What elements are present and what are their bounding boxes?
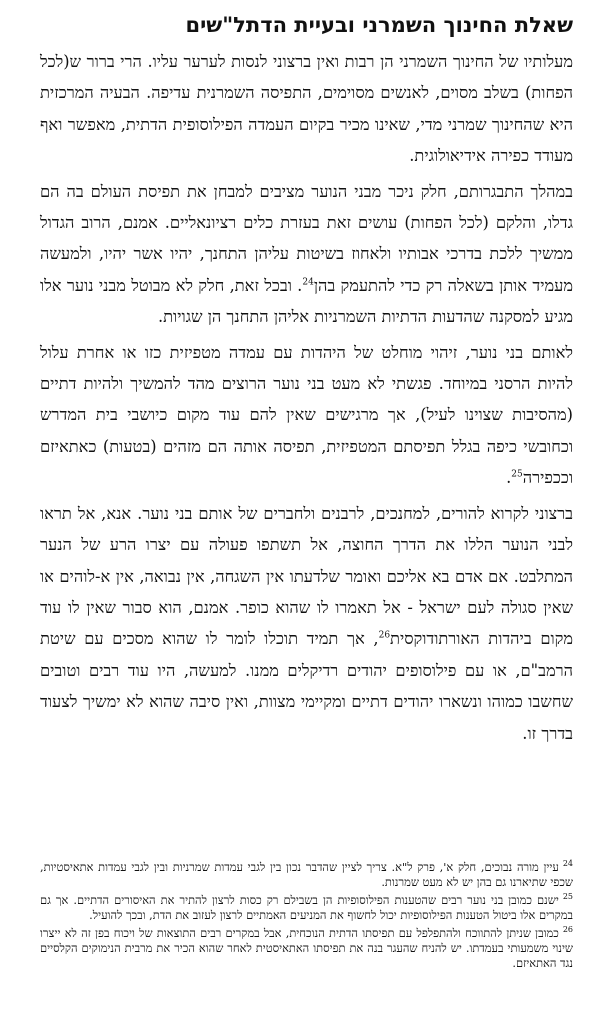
footnote-ref[interactable]: 26 — [378, 630, 391, 641]
footnote-ref[interactable]: 25 — [511, 469, 523, 480]
paragraph-3 — [40, 337, 573, 494]
footnote-26 — [40, 926, 573, 972]
paragraph-text: . ובכל זאת, חלק לא מבוטל מבני נוער אלו מגיע למסקנה שהדעות הדתיות השמרניות אליהן התחנך הן שגויות. — [40, 275, 573, 327]
paragraph-text: ברצוני לקרוא להורים, למחנכים, לרבנים ולחברים של אותם בני נוער. אנא, אל תראו לבני הנוער הללו את הדרך החוצה, אל תשתפו פעולה עם יצרו הרע של הנער המתלבט. אם אדם בא אליכם ואומר שלדעתו אין השגחה, אין נבואה, אין א-לוהים או שאין סגולה לעם ישראל - אל תאמרו לו שהוא כופר. אמנם, הוא סבור שאין לו עוד מקום ביהדות האורתודוקסית — [40, 503, 574, 649]
footnote-text: כמובן שניתן להתווכח ולהתפלפל עם תפיסתו הדתית הנוכחית, אבל במקרים רבים התוצאות של ויכוח בפן זה לא ייצרו שינוי משמעותי בעמדתו. יש להניח שהעגר בנה את תפיסתו האתאיסטית לאחר שהוא הכיר את מרבית הנימוקים הקלסיים נגד האתאיזם. — [40, 925, 573, 971]
paragraph-text: לאותם בני נוער, זיהוי מוחלט של היהדות עם עמדה מטפיזית כזו או אחרת עלול להיות הרסני במיוחד. פגשתי לא מעט בני נוער הרוצים מהד להמשיך ולהיות דתיים (מהסיבות שצוינו לעיל), אך מרגישים שאין להם עוד מקום כיושבי בית המדרש וכחובשי כיפה בגלל תפיסתם המטפיזית, תפיסה אותה הם מזהים (בטעות) כאתאיזם וככפירה — [40, 342, 573, 488]
paragraph-text: . — [506, 468, 512, 488]
paragraph-text: במהלך התבגרותם, חלק ניכר מבני הנוער מציבים למבחן את תפיסת העולם בה הם גדלו, והלקם (לכל הפחות) עושים זאת בעזרת כלים רציונאליים. אמנם, הרוב הגדול ממשיך ללכת בדרכי אבותיו ולאחוז בשיטות עליהן התחנך, יהיו אשר יהיו, ולמעשה מעמיד אותן בשאלה רק כדי להתעמק בהן — [40, 181, 574, 295]
footnote-number: 25 — [562, 892, 573, 902]
footnote-text: עיין מורה נבוכים, חלק א', פרק ל"א. צריך לציין שהדבר נכון בין לגבי עמדות שמרניות ובין לגבי עמדות אתאיסטיות, שכפי שתיארנו גם בהן יש לא מעט שמרנות. — [40, 860, 573, 890]
footnote-24 — [40, 860, 573, 891]
footnote-25 — [40, 893, 573, 924]
footnote-number: 26 — [562, 924, 573, 934]
paragraph-text: מעלותיו של החינוך השמרני הן רבות ואין ברצוני לנסות לערער עליו. הרי ברור ש(לכל הפחות) בשלב מסוים, לאנשים מסוימים, התפיסה השמרנית עדיפה. הבעיה המרכזית היא שהחינוך שמרני מדי, שאינו מכיר בקיום העמדה הפילוסופית הדתית, מאפשר ואף מעודד כפירה אידיאולוגית. — [40, 52, 573, 166]
page-title: שאלת החינוך השמרני ובעיית הדתל"שים — [185, 13, 573, 37]
body-text — [40, 46, 573, 749]
paragraph-4 — [40, 498, 573, 749]
paragraph-2 — [40, 176, 573, 333]
paragraph-1 — [40, 46, 573, 172]
paragraph-text: , אך תמיד תוכלו לומר לו שהוא מסכים עם שיטת הרמב"ם, או עם פילוסופים יהודים רדיקלים ממנו. למעשה, היו עוד רבים וטובים שחשבו כמוהו ונשארו יהודים דתיים ומקיימי מצוות, ואין סיבה שהוא לא ימשיך לצעוד בדרך זו. — [40, 629, 573, 743]
footnote-text: ישנם כמובן בני נוער רבים שהטענות הפילוסופיות הן בשבילם רק כסות לרצון להתיר את האיסורים הדתיים. אך גם במקרים אלו ביטול הטענות הפילוסופיות יכול לחשוף את המניעים האמתיים לרצון לעזוב את הדת, ובכך להועיל. — [40, 892, 573, 923]
footnote-number: 24 — [562, 859, 573, 869]
footnote-ref[interactable]: 24 — [302, 277, 314, 288]
footnotes-section — [40, 860, 573, 974]
